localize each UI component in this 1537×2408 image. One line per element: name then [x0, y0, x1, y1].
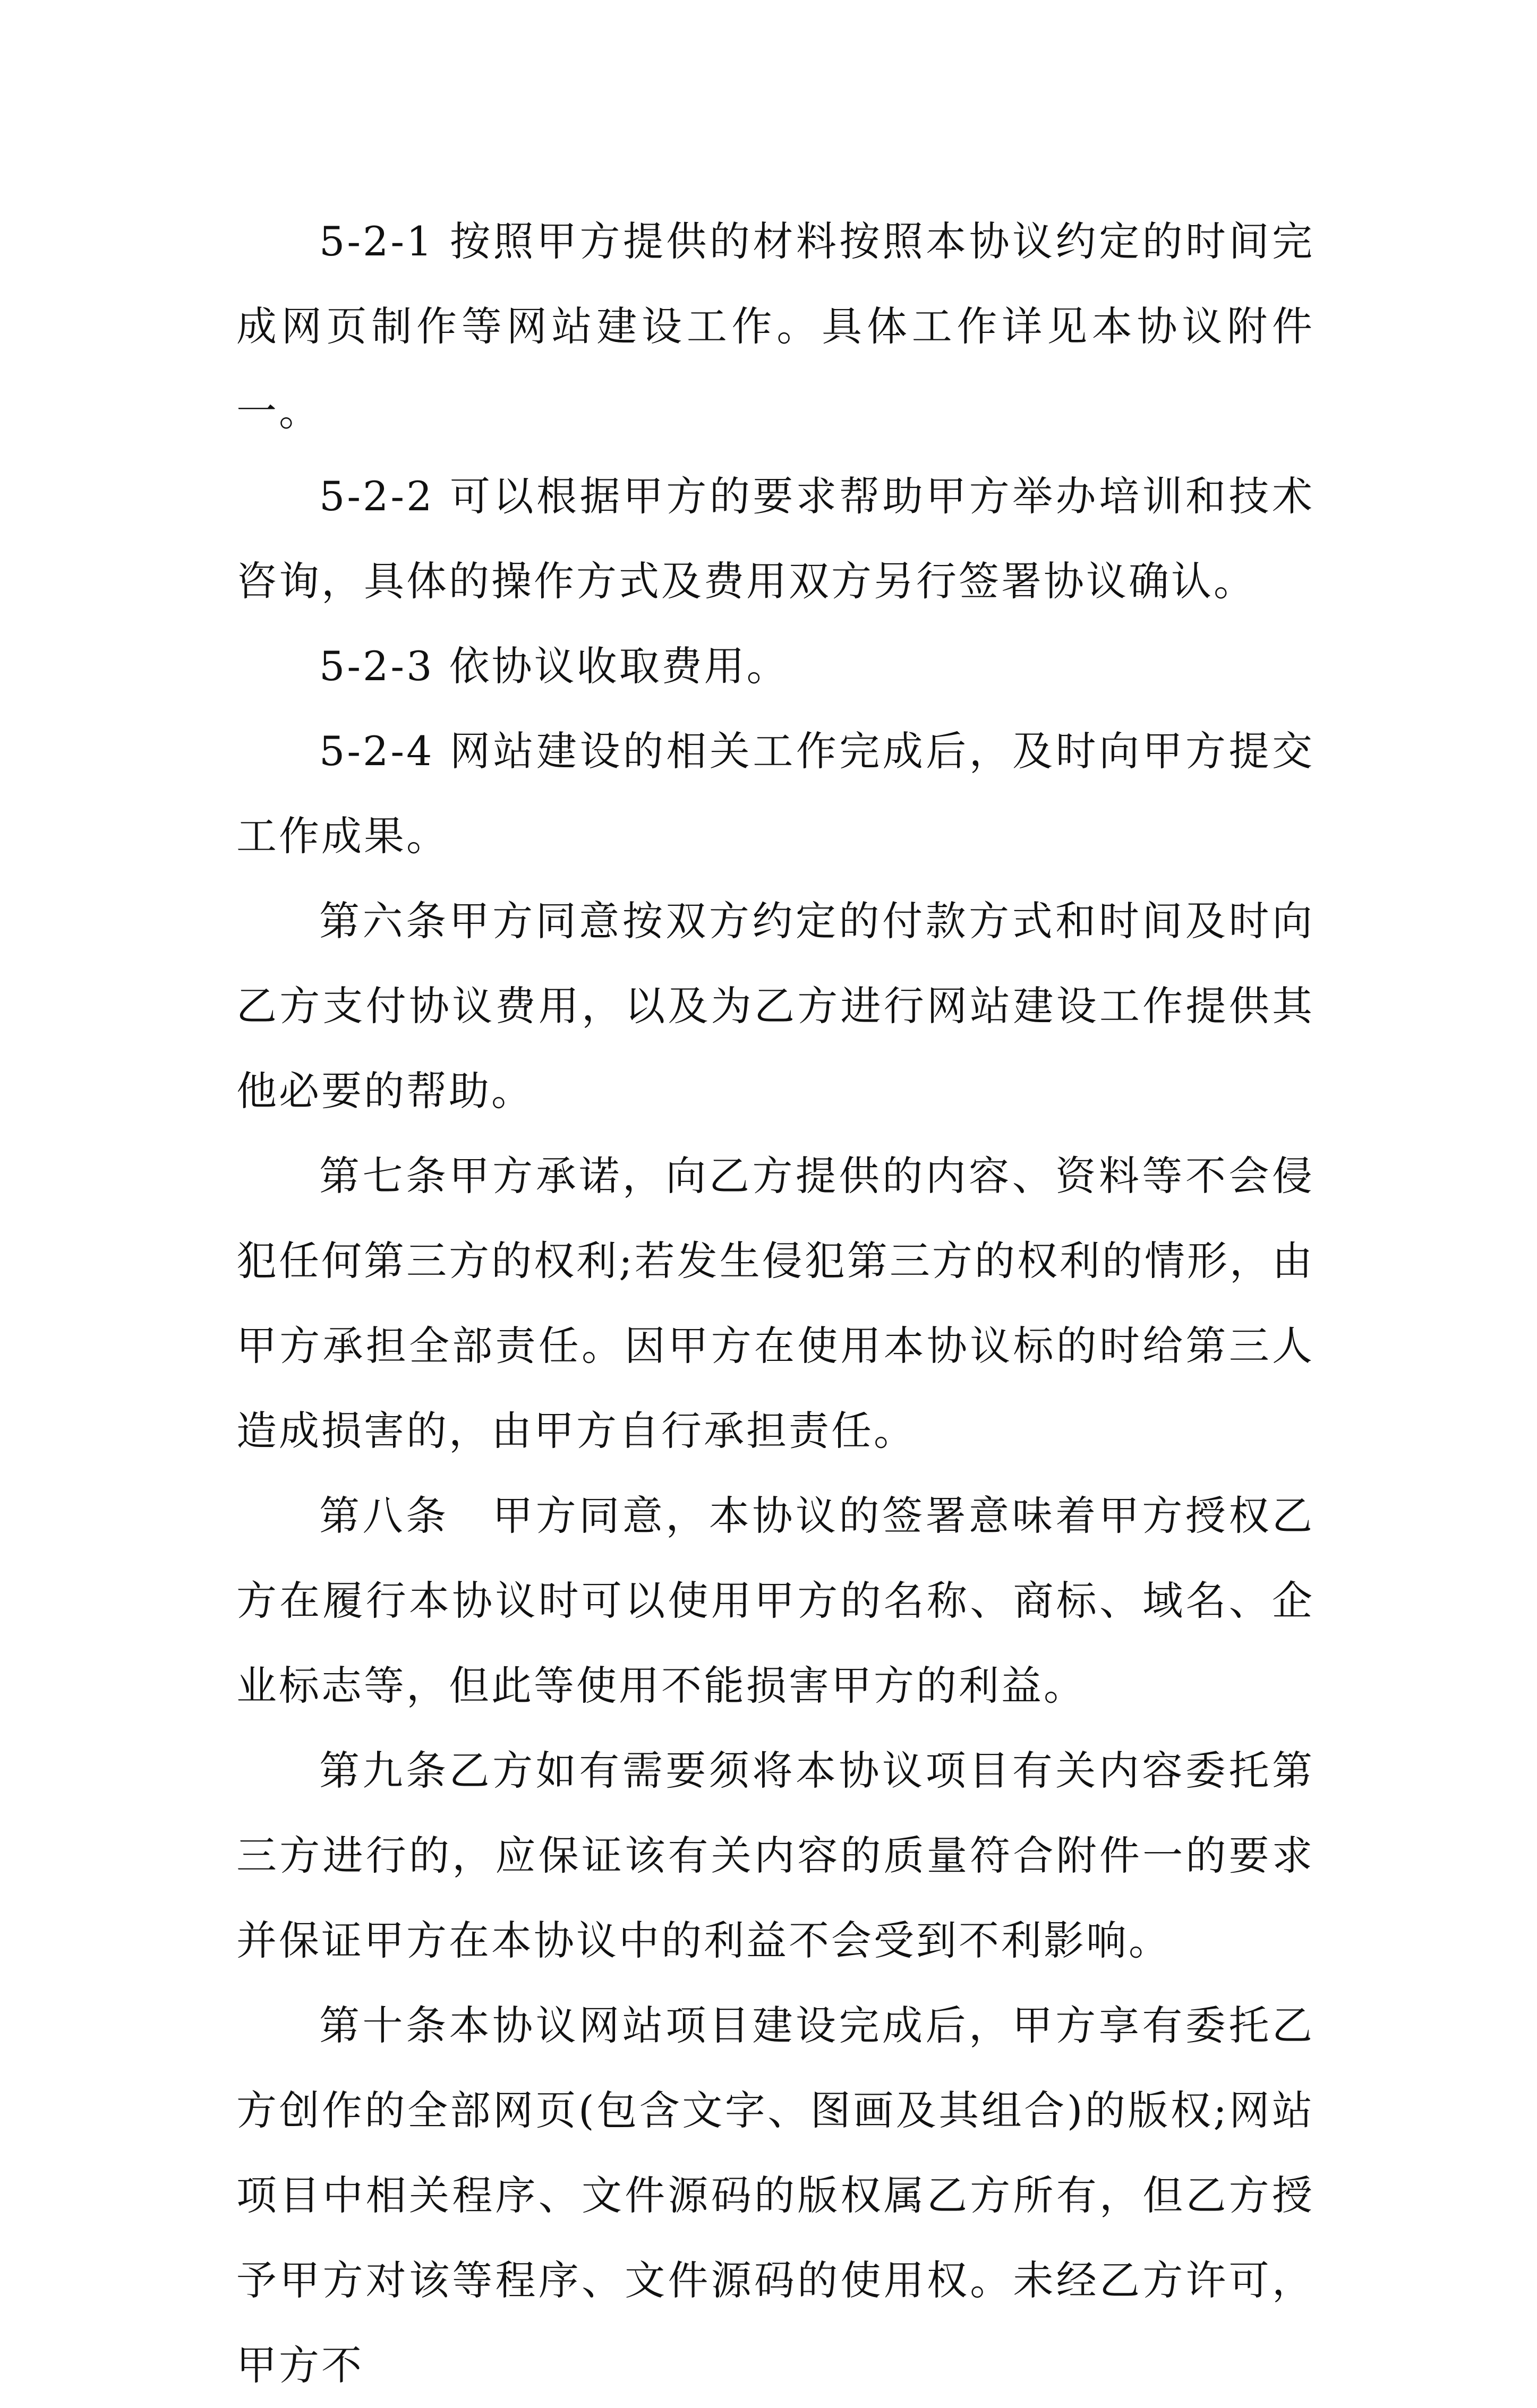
paragraph-article-6: 第六条甲方同意按双方约定的付款方式和时间及时向乙方支付协议费用，以及为乙方进行网站建设工作提供其他必要的帮助。	[236, 897, 1314, 1115]
paragraph-article-10: 第十条本协议网站项目建设完成后，甲方享有委托乙方创作的全部网页(包含文字、图画及其组合)的版权;网站项目中相关程序、文件源码的版权属乙方所有，但乙方授予甲方对该等程序、文件源码的使用权。未经乙方许可，甲方不	[236, 2002, 1314, 2389]
paragraph-5-2-1: 5-2-1 按照甲方提供的材料按照本协议约定的时间完成网页制作等网站建设工作。具体工作详见本协议附件一。	[236, 218, 1314, 435]
paragraph-article-9: 第九条乙方如有需要须将本协议项目有关内容委托第三方进行的，应保证该有关内容的质量符合附件一的要求并保证甲方在本协议中的利益不会受到不利影响。	[236, 1747, 1314, 1964]
document-body	[236, 199, 1314, 2408]
paragraph-article-7: 第七条甲方承诺，向乙方提供的内容、资料等不会侵犯任何第三方的权利;若发生侵犯第三方的权利的情形，由甲方承担全部责任。因甲方在使用本协议标的时给第三人造成损害的，由甲方自行承担责任。	[236, 1152, 1314, 1454]
paragraph-5-2-2: 5-2-2 可以根据甲方的要求帮助甲方举办培训和技术咨询，具体的操作方式及费用双方另行签署协议确认。	[236, 473, 1314, 605]
paragraph-5-2-4: 5-2-4 网站建设的相关工作完成后，及时向甲方提交工作成果。	[236, 727, 1314, 860]
paragraph-article-8: 第八条 甲方同意，本协议的签署意味着甲方授权乙方在履行本协议时可以使用甲方的名称、商标、域名、企业标志等，但此等使用不能损害甲方的利益。	[236, 1492, 1314, 1709]
paragraph-5-2-3: 5-2-3 依协议收取费用。	[319, 642, 789, 690]
